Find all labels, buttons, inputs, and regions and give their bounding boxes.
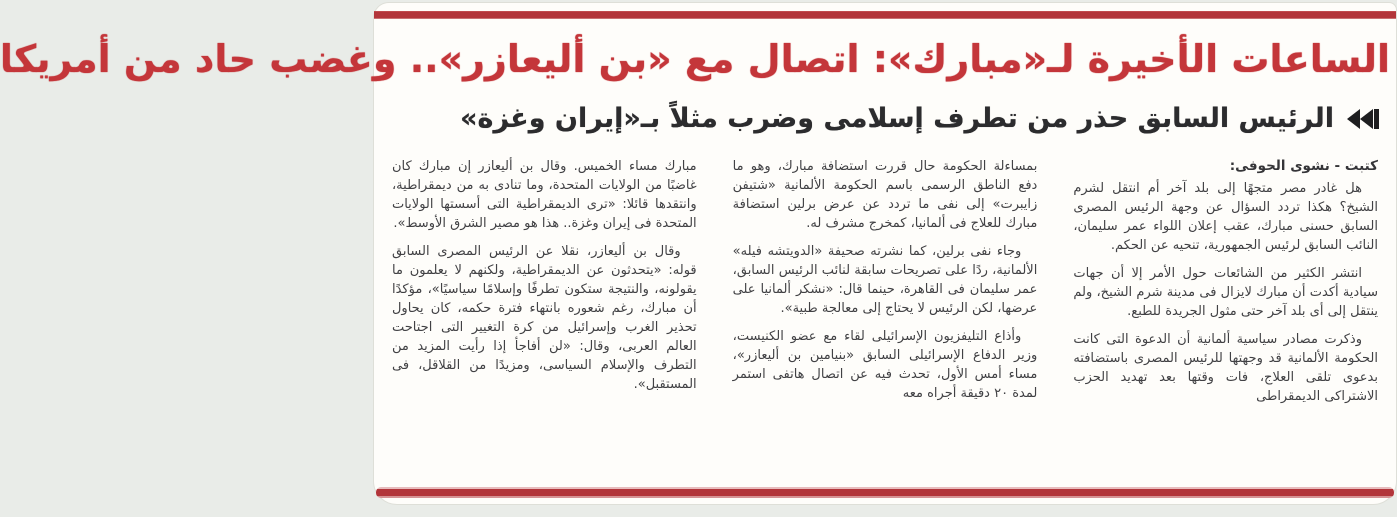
article-body [374, 149, 1396, 483]
paragraph: هل غادر مصر متجهًا إلى بلد آخر أم انتقل لشرم الشيخ؟ هكذا تردد السؤال عن وجهة الرئيس المصرى السابق حسنى مبارك، عقب إعلان اللواء عمر سليمان، النائب السابق لرئيس الجمهورية، تنحيه عن الحكم. [1073, 181, 1378, 253]
paragraph: وأذاع التليفزيون الإسرائيلى لقاء مع عضو الكنيست، وزير الدفاع الإسرائيلى السابق «بنيامين بن أليعازر»، مساء أمس الأول، تحدث فيه عن اتصال هاتفى استمر لمدة ٢٠ دقيقة أجراه معه [732, 329, 1038, 401]
paragraph: انتشر الكثير من الشائعات حول الأمر إلا أن جهات سيادية أكدت أن مبارك لايزال فى مدينة شرم الشيخ، ولم ينتقل إلى أى بلد آخر حتى مثول الجريدة للطبع. [1073, 266, 1378, 319]
article-headline: الساعات الأخيرة لـ«مبارك»: اتصال مع «بن أليعازر».. وغضب حاد من أمريكا [0, 37, 1390, 81]
body-column-2 [733, 157, 1038, 483]
bottom-red-rule [376, 487, 1394, 498]
paragraph: وذكرت مصادر سياسية ألمانية أن الدعوة التى كانت الحكومة الألمانية قد وجهتها للرئيس المصرى باستضافته بدعوى تلقى العلاج، فات وقتها بعد تهديد الحزب الاشتراكى الديمقراطى [1073, 332, 1378, 404]
paragraph: بمساءلة الحكومة حال قررت استضافة مبارك، وهو ما دفع الناطق الرسمى باسم الحكومة الألمانية «شتيفن زايبرت» إلى نفى ما تردد عن عرض برلين استضافة مبارك للعلاج فى ألمانيا، كمخرج مشرف له. [732, 159, 1038, 231]
skip-backward-icon [1346, 106, 1380, 132]
byline: كتبت - نشوى الحوفى: [1229, 158, 1378, 174]
body-column-1 [1073, 157, 1378, 483]
top-red-rule [374, 11, 1396, 19]
article-subheadline: الرئيس السابق حذر من تطرف إسلامى وضرب مثلاً بـ«إيران وغزة» [460, 103, 1334, 134]
body-column-3 [392, 157, 697, 483]
article-card [0, 2, 1397, 505]
paragraph: وجاء نفى برلين، كما نشرته صحيفة «الدويتشه فيله» الألمانية، ردًا على تصريحات سابقة لنائب الرئيس السابق، عمر سليمان فى القاهرة، حينما قال: «نشكر ألمانيا على عرضها، لكن الرئيس لا يحتاج إلى معالجة طبية». [732, 244, 1038, 316]
paragraph: مبارك مساء الخميس. وقال بن أليعازر إن مبارك كان غاضبًا من الولايات المتحدة، وما تنادى به من ديمقراطية، وانتقدها قائلا: «ترى الديمقراطية التى أسستها الولايات المتحدة فى إيران وغزة.. هذا هو مصير الشرق الأوسط». [391, 159, 697, 231]
paragraph: وقال بن أليعازر، نقلا عن الرئيس المصرى السابق قوله: «يتحدثون عن الديمقراطية، ولكنهم لا يعلمون ما يقولونه، والنتيجة ستكون تطرفًا وإسلامًا سياسيًا»، مؤكدًا أن مبارك، رغم شعوره بانتهاء فترة حكمه، كان يحاول تحذير الغرب وإسرائيل من كرة التغيير التى اجتاحت العالم العربى، وقال: «لن أفاجأ إذا رأيت المزيد من التطرف والإسلام السياسى، ومزيدًا من القلاقل، فى المستقبل». [391, 244, 697, 392]
article-subheadline-row [374, 95, 1396, 149]
